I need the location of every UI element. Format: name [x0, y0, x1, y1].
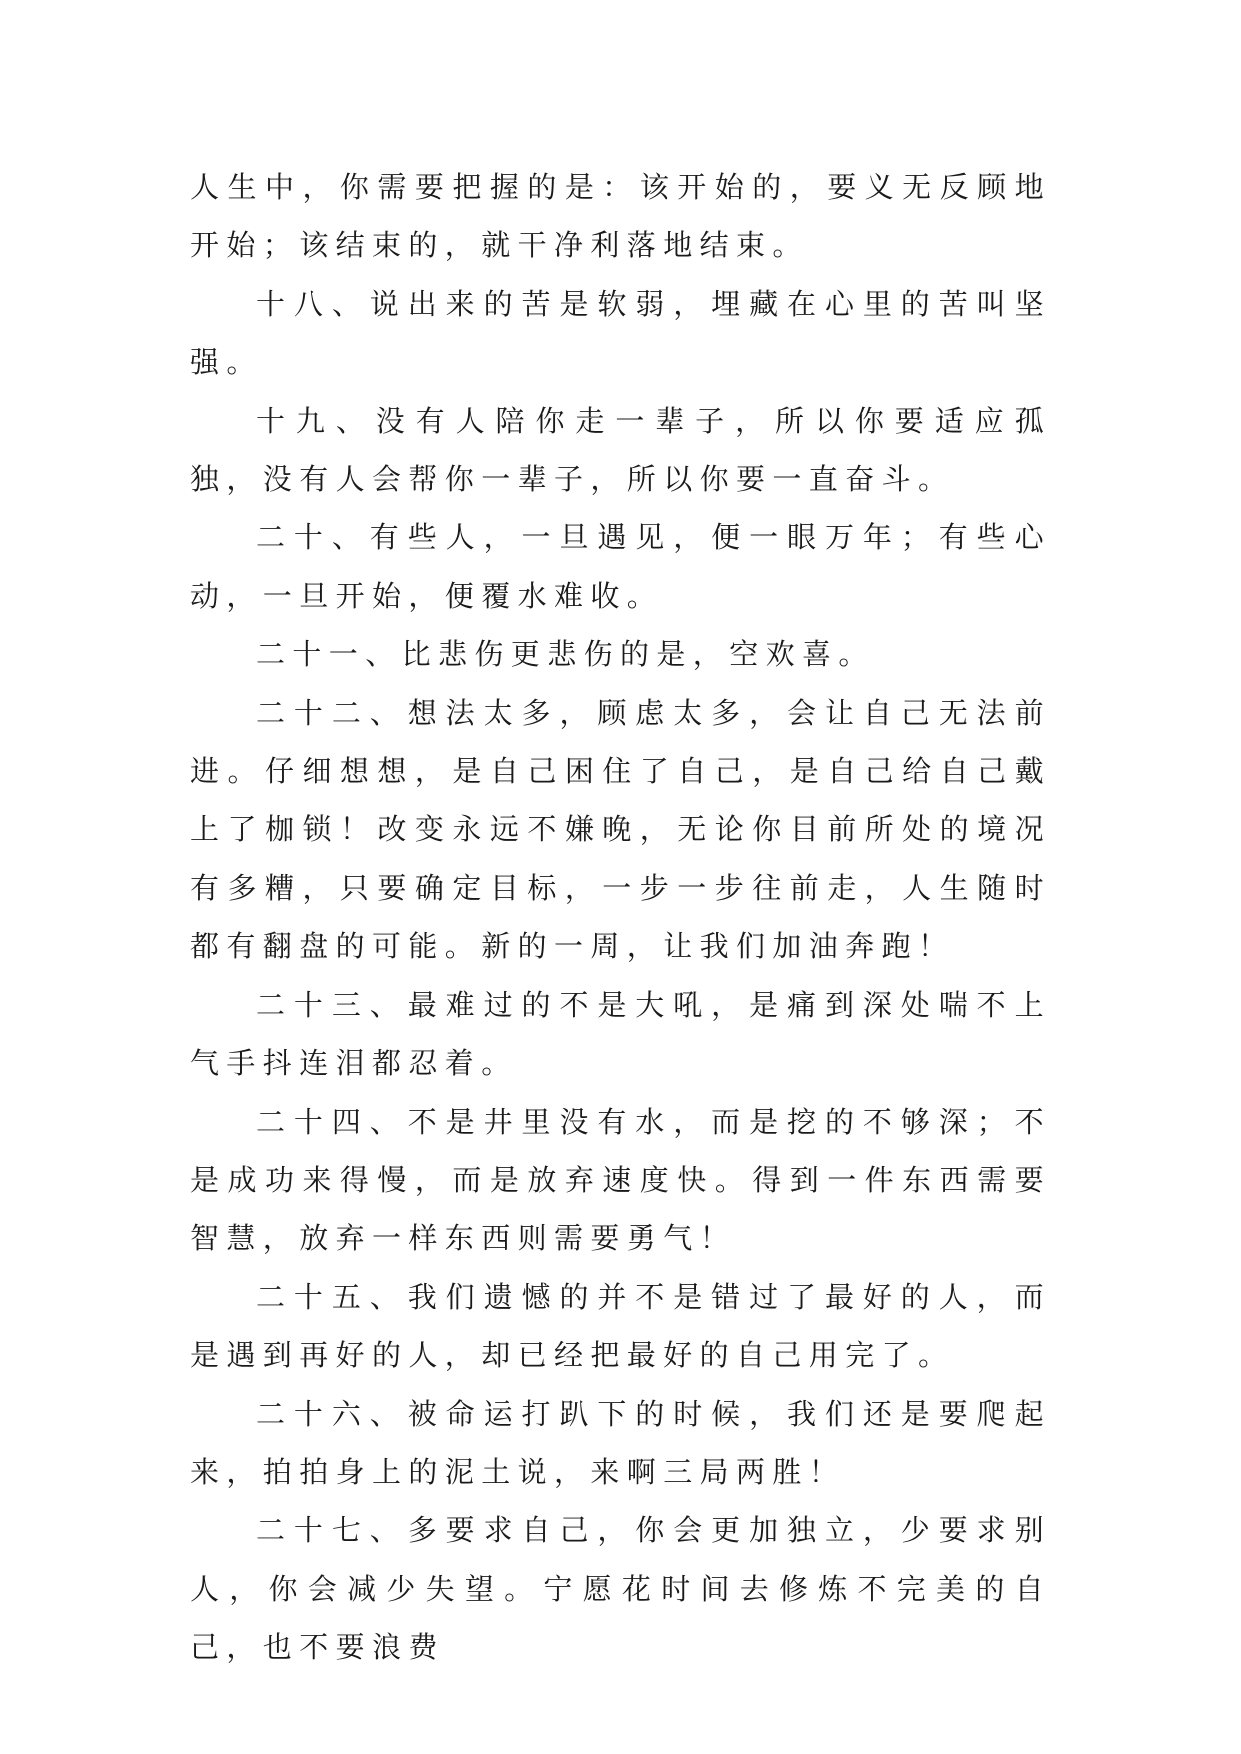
paragraph-item-20: 二十、有些人，一旦遇见，便一眼万年；有些心动，一旦开始，便覆水难收。: [190, 520, 1051, 613]
paragraph-item-27: 二十七、多要求自己，你会更加独立，少要求别人，你会减少失望。宁愿花时间去修炼不完美的自己，也不要浪费: [190, 1513, 1051, 1665]
paragraph-item-19: 十九、没有人陪你走一辈子，所以你要适应孤独，没有人会帮你一辈子，所以你要一直奋斗。: [190, 403, 1051, 497]
paragraph-item-23: 二十三、最难过的不是大吼，是痛到深处喘不上气手抖连泪都忍着。: [190, 987, 1051, 1081]
paragraph-item-18: 十八、说出来的苦是软弱，埋藏在心里的苦叫坚强。: [190, 286, 1051, 380]
paragraph-item-24: 二十四、不是井里没有水，而是挖的不够深；不是成功来得慢，而是放弃速度快。得到一件东西需要智慧，放弃一样东西则需要勇气！: [190, 1104, 1051, 1256]
paragraph-item-26: 二十六、被命运打趴下的时候，我们还是要爬起来，拍拍身上的泥土说，来啊三局两胜！: [190, 1396, 1051, 1489]
paragraph-item-21: 二十一、比悲伤更悲伤的是，空欢喜。: [256, 637, 875, 672]
paragraph-continuation: 人生中，你需要把握的是：该开始的，要义无反顾地开始；该结束的，就干净利落地结束。: [190, 170, 1051, 263]
paragraph-item-22: 二十二、想法太多，顾虑太多，会让自己无法前进。仔细想想，是自己困住了自己，是自己给自己戴上了枷锁！改变永远不嫌晚，无论你目前所处的境况有多糟，只要确定目标，一步一步往前走，人生随时都有翻盘的可能。新的一周，让我们加油奔跑！: [190, 695, 1051, 964]
paragraph-item-25: 二十五、我们遗憾的并不是错过了最好的人，而是遇到再好的人，却已经把最好的自己用完了。: [190, 1279, 1051, 1373]
